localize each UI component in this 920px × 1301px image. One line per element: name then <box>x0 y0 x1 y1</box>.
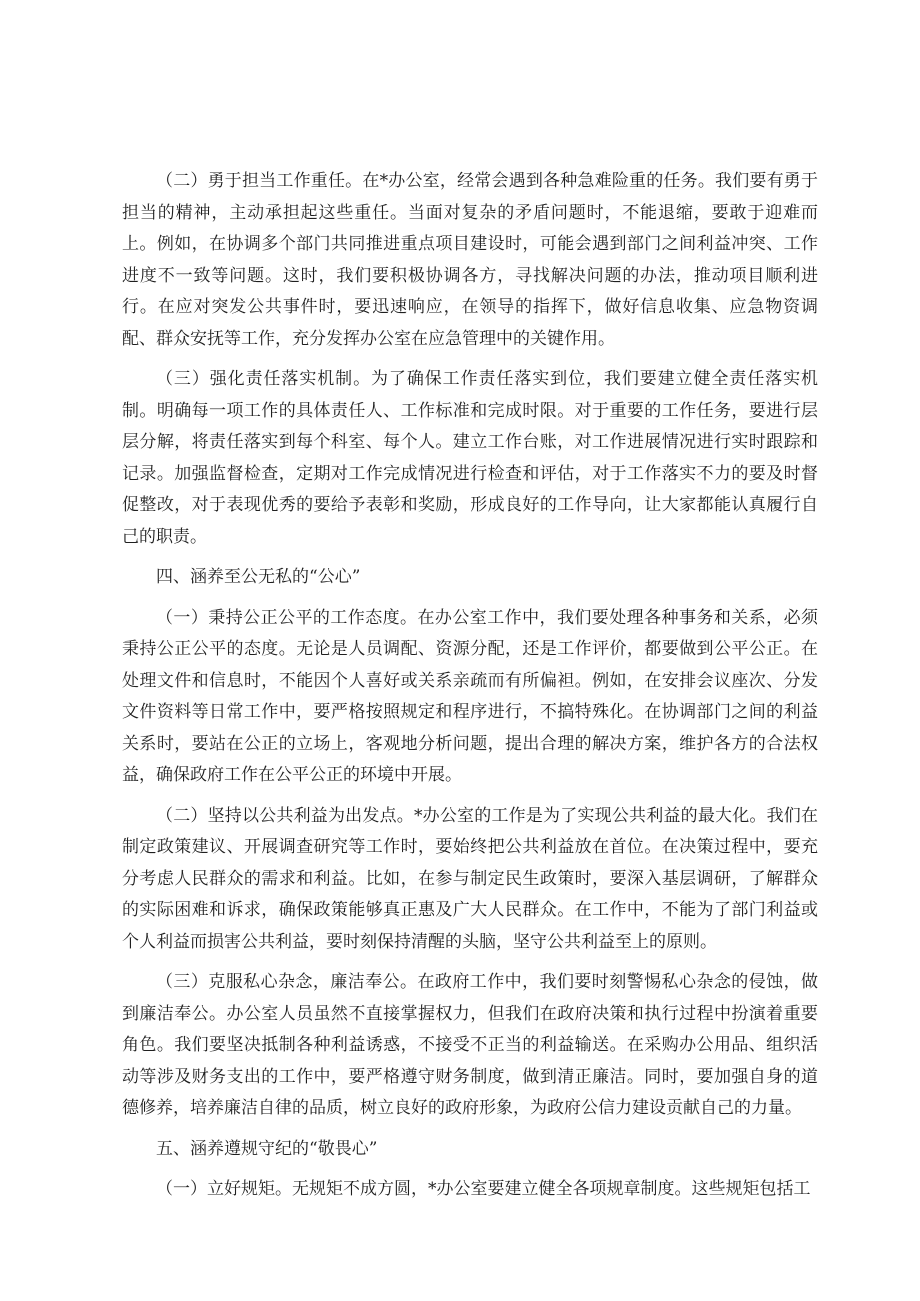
document-body <box>122 166 818 1215</box>
paragraph-2-2: （二）勇于担当工作重任。在*办公室，经常会遇到各种急难险重的任务。我们要有勇于担当的精神，主动承担起这些重任。当面对复杂的矛盾问题时，不能退缩，要敢于迎难而上。例如，在协调多个部门共同推进重点项目建设时，可能会遇到部门之间利益冲突、工作进度不一致等问题。这时，我们要积极协调各方，寻找解决问题的办法，推动项目顺利进行。在应对突发公共事件时，要迅速响应，在领导的指挥下，做好信息收集、应急物资调配、群众安抚等工作，充分发挥办公室在应急管理中的关键作用。 <box>122 171 818 349</box>
section-heading-5: 五、涵养遵规守纪的“敬畏心” <box>156 1138 378 1159</box>
paragraph-4-1: （一）秉持公正公平的工作态度。在办公室工作中，我们要处理各种事务和关系，必须秉持公正公平的态度。无论是人员调配、资源分配，还是工作评价，都要做到公平公正。在处理文件和信息时，不能因个人喜好或关系亲疏而有所偏袒。例如，在安排会议座次、分发文件资料等日常工作中，要严格按照规定和程序进行，不搞特殊化。在协调部门之间的利益关系时，要站在公正的立场上，客观地分析问题，提出合理的解决方案，维护各方的合法权益，确保政府工作在公平公正的环境中开展。 <box>122 607 818 785</box>
paragraph-2-3: （三）强化责任落实机制。为了确保工作责任落实到位，我们要建立健全责任落实机制。明确每一项工作的具体责任人、工作标准和完成时限。对于重要的工作任务，要进行层层分解，将责任落实到每个科室、每个人。建立工作台账，对工作进展情况进行实时跟踪和记录。加强监督检查，定期对工作完成情况进行检查和评估，对于工作落实不力的要及时督促整改，对于表现优秀的要给予表彰和奖励，形成良好的工作导向，让大家都能认真履行自己的职责。 <box>122 369 818 547</box>
paragraph-4-2: （二）坚持以公共利益为出发点。*办公室的工作是为了实现公共利益的最大化。我们在制定政策建议、开展调查研究等工作时，要始终把公共利益放在首位。在决策过程中，要充分考虑人民群众的需求和利益。比如，在参与制定民生政策时，要深入基层调研，了解群众的实际困难和诉求，确保政策能够真正惠及广大人民群众。在工作中，不能为了部门利益或个人利益而损害公共利益，要时刻保持清醒的头脑，坚守公共利益至上的原则。 <box>122 805 818 952</box>
section-heading-4: 四、涵养至公无私的“公心” <box>156 567 361 587</box>
paragraph-4-3: （三）克服私心杂念，廉洁奉公。在政府工作中，我们要时刻警惕私心杂念的侵蚀，做到廉洁奉公。办公室人员虽然不直接掌握权力，但我们在政府决策和执行过程中扮演着重要角色。我们要坚决抵制各种利益诱惑，不接受不正当的利益输送。在采购办公用品、组织活动等涉及财务支出的工作中，要严格遵守财务制度，做到清正廉洁。同时，要加强自身的道德修养，培养廉洁自律的品质，树立良好的政府形象，为政府公信力建设贡献自己的力量。 <box>122 972 818 1118</box>
paragraph-5-1: （一）立好规矩。无规矩不成方圆，*办公室要建立健全各项规章制度。这些规矩包括工 <box>156 1179 811 1199</box>
